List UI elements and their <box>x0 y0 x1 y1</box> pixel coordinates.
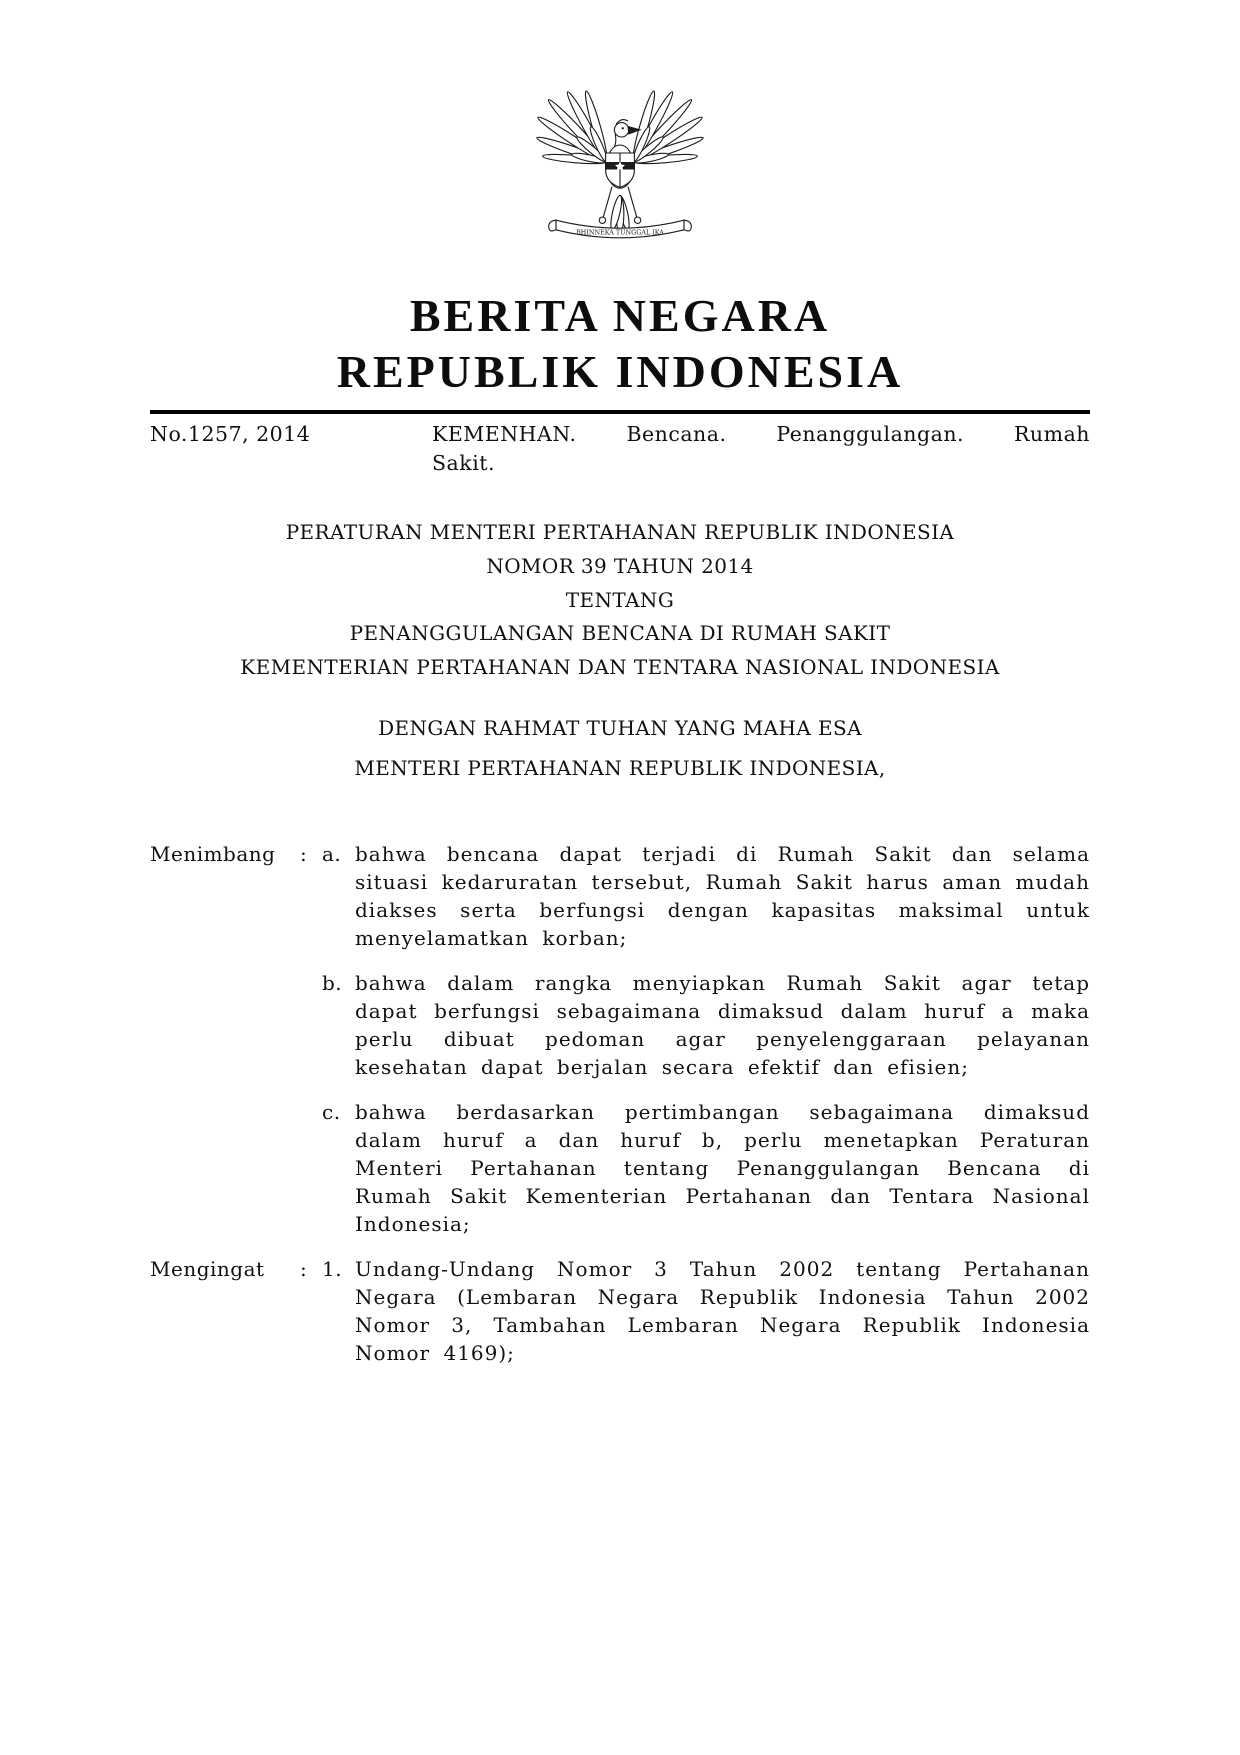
tail-feathers-icon <box>609 195 632 233</box>
item-text: bahwa berdasarkan pertimbangan sebagaimana dimaksud dalam huruf a dan huruf b, perlu menetapkan Peraturan Menteri Pertahanan tentang Penanggulangan Bencana di Rumah Sakit Kementerian Pertahanan dan Tentara Nasional Indonesia; <box>355 1100 1090 1237</box>
pancasila-shield-icon <box>606 153 635 187</box>
masthead <box>150 288 1090 400</box>
masthead-line-2: REPUBLIK INDONESIA <box>336 346 904 398</box>
considering-item-b <box>150 969 1090 1081</box>
recalling-colon: : <box>300 1257 308 1282</box>
issue-number: No.1257, 2014 <box>150 422 311 447</box>
title-line-4: PENANGGULANGAN BENCANA DI RUMAH SAKIT <box>349 621 891 646</box>
masthead-line-1: BERITA NEGARA <box>409 290 831 341</box>
recalling-label: Mengingat <box>150 1257 265 1282</box>
item-marker: a. <box>322 842 342 867</box>
title-line-2: NOMOR 39 TAHUN 2014 <box>486 554 754 579</box>
label-spacer <box>150 969 300 1081</box>
considering-item-c <box>150 1098 1090 1238</box>
right-claw-icon <box>634 217 640 223</box>
subject-line-2: Sakit. <box>432 451 495 476</box>
item-marker: c. <box>322 1100 341 1125</box>
label-spacer <box>150 1098 300 1238</box>
left-wing-icon <box>536 90 611 166</box>
colon-spacer <box>300 969 322 1081</box>
title-line-5: KEMENTERIAN PERTAHANAN DAN TENTARA NASIONAL INDONESIA <box>240 654 1000 679</box>
masthead-rule <box>150 410 1090 414</box>
colon-spacer <box>300 1098 322 1238</box>
recalling-section <box>150 1255 1090 1367</box>
left-claw-icon <box>599 217 605 223</box>
item-text: bahwa bencana dapat terjadi di Rumah Sakit dan selama situasi kedaruratan tersebut, Rumah Sakit harus aman mudah diakses serta berfungsi dengan kapasitas maksimal untuk menyelamatkan korban; <box>355 842 1090 951</box>
banner-text: BHINNEKA TUNGGAL IKA <box>576 228 664 237</box>
title-line-1: PERATURAN MENTERI PERTAHANAN REPUBLIK INDONESIA <box>285 520 955 545</box>
invocation-line: DENGAN RAHMAT TUHAN YANG MAHA ESA <box>378 716 862 741</box>
subject-line <box>432 420 1090 478</box>
right-wing-icon <box>630 90 705 166</box>
regulation-title <box>150 516 1090 684</box>
considering-item-a <box>150 840 1090 952</box>
authority-line: MENTERI PERTAHANAN REPUBLIK INDONESIA, <box>354 756 886 781</box>
item-text: Undang-Undang Nomor 3 Tahun 2002 tentang Pertahanan Negara (Lembaran Negara Republik Indonesia Tahun 2002 Nomor 3, Tambahan Lembaran Negara Republik Indonesia Nomor 4169); <box>355 1257 1090 1366</box>
garuda-pancasila-emblem <box>532 84 708 254</box>
considering-colon: : <box>300 842 308 867</box>
subject-line-1: KEMENHAN. Bencana. Penanggulangan. Rumah <box>432 422 1090 447</box>
considering-section <box>150 840 1090 1238</box>
gazette-header-row <box>150 420 1090 478</box>
recalling-item-1 <box>150 1255 1090 1367</box>
title-line-3: TENTANG <box>565 587 675 612</box>
considering-label: Menimbang <box>150 842 276 867</box>
item-text: bahwa dalam rangka menyiapkan Rumah Sakit agar tetap dapat berfungsi sebagaimana dimaksud dalam huruf a maka perlu dibuat pedoman agar penyelenggaraan pelayanan kesehatan dapat berjalan secara efektif dan efisien; <box>355 971 1090 1080</box>
item-marker: b. <box>322 971 343 996</box>
item-marker: 1. <box>322 1257 343 1282</box>
